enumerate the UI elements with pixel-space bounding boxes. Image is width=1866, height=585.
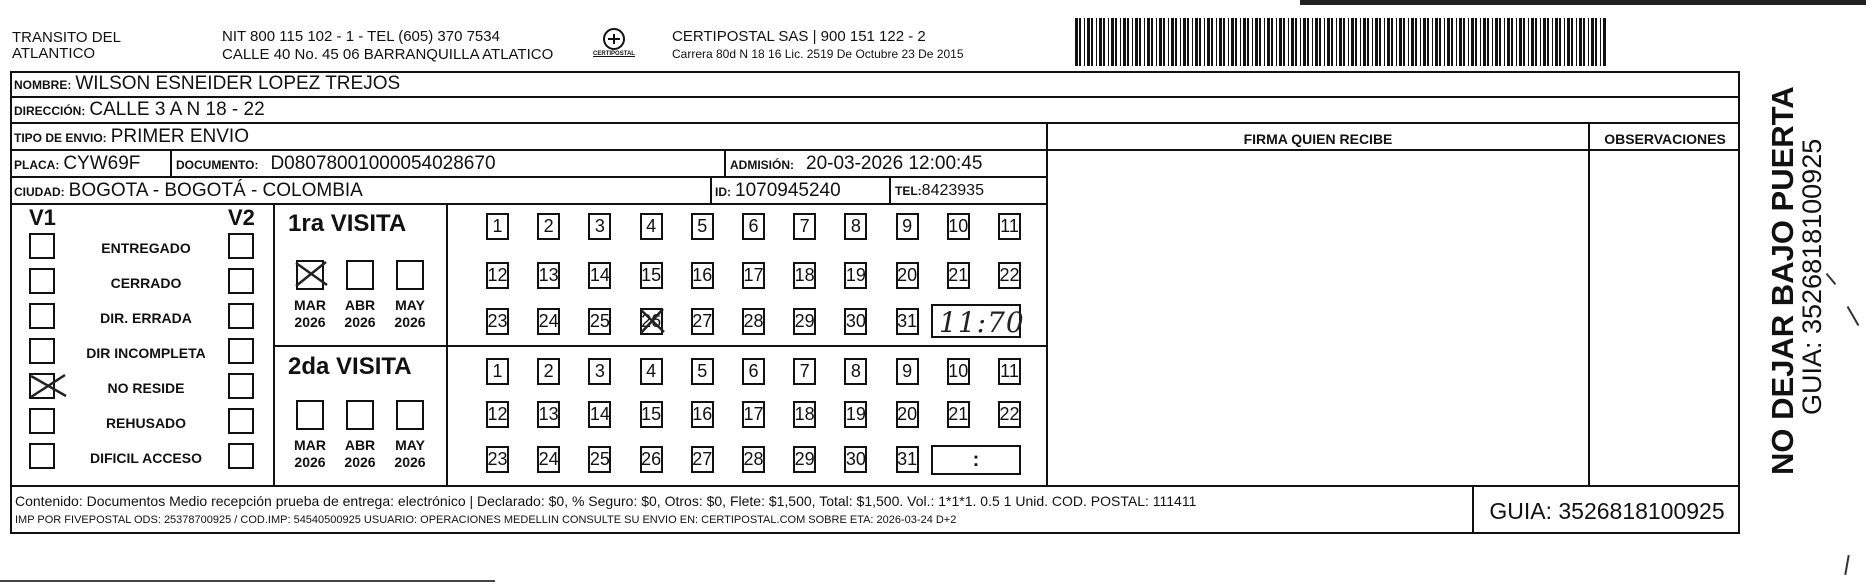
documento-row [176,153,496,175]
second-visit-time-box[interactable] [931,445,1021,475]
day-box[interactable] [537,358,560,385]
day-box[interactable] [640,262,663,289]
status-v2-checkbox[interactable] [228,408,254,434]
day-box[interactable] [998,262,1021,289]
day-number: 5 [697,361,708,381]
day-box[interactable] [640,401,663,428]
day-box[interactable] [742,262,765,289]
day-box[interactable] [947,213,970,240]
day-box[interactable] [947,401,970,428]
day-box[interactable] [486,446,509,473]
month-name: MAR [294,297,326,313]
day-number: 29 [794,449,815,469]
day-number: 7 [799,216,810,236]
day-number: 28 [743,449,764,469]
day-box[interactable] [640,358,663,385]
courier-line: CERTIPOSTAL SAS | 900 151 122 - 2 [672,28,926,45]
documento-label: DOCUMENTO: [176,158,259,172]
month-checkbox[interactable] [396,400,424,430]
day-number: 13 [538,404,559,424]
v1-header: V1 [29,205,56,230]
status-label: CERRADO [110,275,182,291]
day-box[interactable] [742,401,765,428]
day-box[interactable] [896,446,919,473]
direccion-value: CALLE 3 A N 18 - 22 [89,99,265,120]
scan-mark [1826,273,1837,285]
day-box[interactable] [896,213,919,240]
month-label [285,297,335,331]
day-box[interactable] [691,213,714,240]
day-box[interactable] [947,262,970,289]
status-label: REHUSADO [105,415,187,431]
day-number: 23 [487,311,508,331]
day-box[interactable] [691,308,714,335]
day-box[interactable] [588,308,611,335]
admision-label: ADMISIÓN: [730,158,794,172]
day-box[interactable] [486,358,509,385]
certipostal-logo [586,26,642,64]
tipo-label: TIPO DE ENVIO: [14,131,107,145]
day-number: 9 [902,216,913,236]
month-checkbox[interactable] [346,400,374,430]
issuer-line2: ATLANTICO [12,45,96,62]
scan-edge-bottom [0,580,495,582]
status-v2-checkbox[interactable] [228,233,254,259]
day-box[interactable] [486,308,509,335]
v2-header: V2 [228,205,255,230]
status-label: DIR INCOMPLETA [86,345,206,361]
day-box[interactable] [742,446,765,473]
day-number: 2 [543,216,554,236]
day-box[interactable] [640,213,663,240]
second-visit-time: : [972,449,980,471]
status-v2-checkbox[interactable] [228,268,254,294]
day-number: 9 [902,361,913,381]
day-number: 20 [897,265,918,285]
day-number: 26 [641,449,662,469]
day-number: 30 [845,449,866,469]
day-number: 2 [543,361,554,381]
day-box[interactable] [742,213,765,240]
day-box[interactable] [691,262,714,289]
month-label [335,297,385,331]
day-box[interactable] [896,401,919,428]
month-year: 2026 [344,314,376,330]
day-number: 16 [692,265,713,285]
scan-mark [1844,555,1849,575]
day-number: 22 [999,265,1020,285]
month-name: ABR [344,297,376,313]
barcode [1075,18,1610,66]
day-box[interactable] [537,446,560,473]
day-box[interactable] [588,446,611,473]
day-box[interactable] [998,358,1021,385]
day-box[interactable] [588,358,611,385]
day-number: 12 [487,404,508,424]
status-v2-checkbox[interactable] [228,303,254,329]
status-v2-checkbox[interactable] [228,373,254,399]
status-v1-checkbox[interactable] [29,233,55,259]
month-year: 2026 [294,314,326,330]
day-number: 12 [487,265,508,285]
day-box[interactable] [896,308,919,335]
day-number: 4 [646,361,657,381]
status-label: DIFICIL ACCESO [89,450,202,466]
day-number: 21 [948,265,969,285]
day-number: 11 [1000,216,1019,236]
day-box[interactable] [793,308,816,335]
day-box[interactable] [947,358,970,385]
first-visit-title: 1ra VISITA [288,210,407,237]
day-number: 27 [692,449,713,469]
month-checkbox[interactable] [296,260,324,290]
day-number: 8 [850,216,861,236]
day-box[interactable] [844,358,867,385]
day-number: 17 [743,404,764,424]
month-checkbox[interactable] [396,260,424,290]
day-number: 16 [692,404,713,424]
month-year: 2026 [344,454,376,470]
status-v2-checkbox[interactable] [228,443,254,469]
status-v1-checkbox[interactable] [29,408,55,434]
day-box[interactable] [537,262,560,289]
day-number: 5 [697,216,708,236]
scan-edge-top [1300,0,1866,5]
ciudad-label: CIUDAD: [14,185,65,199]
day-box[interactable] [998,213,1021,240]
day-box[interactable] [537,213,560,240]
nit-line: NIT 800 115 102 - 1 - TEL (605) 370 7534 [222,28,500,45]
day-number: 13 [538,265,559,285]
status-label: ENTREGADO [101,240,191,256]
day-number: 31 [897,449,918,469]
day-number: 7 [799,361,810,381]
day-box[interactable] [691,358,714,385]
day-box[interactable] [793,358,816,385]
day-number: 6 [748,216,759,236]
day-number: 10 [948,361,969,381]
day-number: 24 [538,449,559,469]
day-box[interactable] [896,358,919,385]
day-number: 10 [948,216,969,236]
ciudad-row [14,180,363,202]
tel-label: TEL: [895,184,922,198]
month-name: ABR [344,437,376,453]
day-number: 18 [794,265,815,285]
month-name: MAY [395,297,425,313]
day-box[interactable] [691,446,714,473]
day-box[interactable] [742,358,765,385]
day-box[interactable] [793,446,816,473]
tel-row [895,182,984,200]
day-box[interactable] [640,446,663,473]
first-visit-time-box[interactable] [931,304,1025,339]
day-box[interactable] [486,262,509,289]
direccion-row [14,99,265,121]
ciudad-value: BOGOTA - BOGOTÁ - COLOMBIA [68,180,363,201]
day-number: 27 [692,311,713,331]
status-label: NO RESIDE [107,380,185,396]
tipo-row [14,126,249,148]
contenido-text: Contenido: Documentos Medio recepción prueba de entrega: electrónico | Declarado: $0, % Seguro: $0, Otros: $0, Flete: $1,500, Total: $1,500. Vol.: 1*1*1. 0.5 1 Unid. COD. POSTAL: 111411 [15,493,1197,509]
side-guia: GUIA: 3526818100925 [1797,138,1827,415]
nombre-row [14,73,400,95]
admision-value: 20-03-2026 12:00:45 [806,153,983,174]
day-number: 18 [794,404,815,424]
placa-label: PLACA: [14,158,60,172]
day-number: 31 [897,311,918,331]
day-box[interactable] [844,262,867,289]
month-checkbox[interactable] [296,400,324,430]
tipo-value: PRIMER ENVIO [110,126,249,147]
day-number: 19 [845,404,866,424]
month-year: 2026 [394,454,426,470]
day-box[interactable] [844,308,867,335]
status-v1-checkbox[interactable] [29,443,55,469]
day-box[interactable] [896,262,919,289]
admision-row [730,153,982,175]
day-number: 26 [641,311,662,331]
day-box[interactable] [486,401,509,428]
month-year: 2026 [294,454,326,470]
day-number: 17 [743,265,764,285]
day-box[interactable] [844,401,867,428]
day-number: 1 [492,361,503,381]
month-name: MAY [395,437,425,453]
day-box[interactable] [537,308,560,335]
status-label: DIR. ERRADA [100,310,192,326]
day-number: 4 [646,216,657,236]
nombre-value: WILSON ESNEIDER LOPEZ TREJOS [75,73,401,94]
day-box[interactable] [588,262,611,289]
nombre-label: NOMBRE: [14,78,72,92]
first-visit-time: 11:70 [939,306,1025,339]
month-checkbox[interactable] [346,260,374,290]
day-number: 25 [589,449,610,469]
day-box[interactable] [793,262,816,289]
day-box[interactable] [998,401,1021,428]
id-row [715,180,841,202]
day-number: 22 [999,404,1020,424]
tel-value: 8423935 [921,182,984,199]
month-name: MAR [294,437,326,453]
month-label [385,297,435,331]
day-number: 1 [492,216,503,236]
day-number: 6 [748,361,759,381]
day-number: 25 [589,311,610,331]
firma-column-header: FIRMA QUIEN RECIBE [1243,131,1393,147]
day-box[interactable] [844,446,867,473]
day-number: 19 [845,265,866,285]
status-v1-checkbox[interactable] [29,373,55,399]
month-label [285,437,335,471]
day-number: 23 [487,449,508,469]
day-number: 14 [589,265,610,285]
address-line: CALLE 40 No. 45 06 BARRANQUILLA ATLATICO [222,46,554,63]
day-box[interactable] [793,401,816,428]
day-box[interactable] [691,401,714,428]
status-v2-checkbox[interactable] [228,338,254,364]
status-v1-checkbox[interactable] [29,338,55,364]
day-box[interactable] [844,213,867,240]
placa-row [14,153,140,175]
day-number: 21 [948,404,969,424]
day-box[interactable] [537,401,560,428]
day-box[interactable] [588,213,611,240]
side-warning: NO DEJAR BAJO PUERTA [1765,86,1800,475]
day-box[interactable] [486,213,509,240]
day-number: 3 [594,216,605,236]
month-label [335,437,385,471]
day-box[interactable] [793,213,816,240]
observaciones-column-header: OBSERVACIONES [1604,131,1726,147]
day-number: 15 [641,265,662,285]
day-number: 11 [1000,361,1019,381]
day-box[interactable] [588,401,611,428]
day-number: 24 [538,311,559,331]
logo-caption: CERTIPOSTAL [593,51,635,57]
day-number: 14 [589,404,610,424]
imp-text: IMP POR FIVEPOSTAL ODS: 25378700925 / COD.IMP: 54540500925 USUARIO: OPERACIONES MEDELLIN CONSULTE SU ENVIO EN: CERTIPOSTAL.COM SOBRE ETA: 2026-03-24 D+2 [15,514,957,526]
day-number: 30 [845,311,866,331]
day-number: 28 [743,311,764,331]
status-v1-checkbox[interactable] [29,268,55,294]
courier-address: Carrera 80d N 18 16 Lic. 2519 De Octubre 23 De 2015 [672,47,964,61]
day-number: 3 [594,361,605,381]
month-year: 2026 [394,314,426,330]
second-visit-title: 2da VISITA [288,353,412,380]
issuer-line1: TRANSITO DEL [12,29,121,46]
day-number: 20 [897,404,918,424]
documento-value: D08078001000054028670 [270,153,496,174]
day-number: 8 [850,361,861,381]
status-v1-checkbox[interactable] [29,303,55,329]
id-label: ID: [715,185,731,199]
placa-value: CYW69F [63,153,141,174]
footer-guia: GUIA: 3526818100925 [1489,498,1725,524]
day-box[interactable] [640,308,663,335]
day-box[interactable] [742,308,765,335]
id-value: 1070945240 [735,180,841,201]
direccion-label: DIRECCIÓN: [14,104,86,118]
day-number: 29 [794,311,815,331]
month-label [385,437,435,471]
day-number: 15 [641,404,662,424]
scan-mark [1847,306,1860,326]
